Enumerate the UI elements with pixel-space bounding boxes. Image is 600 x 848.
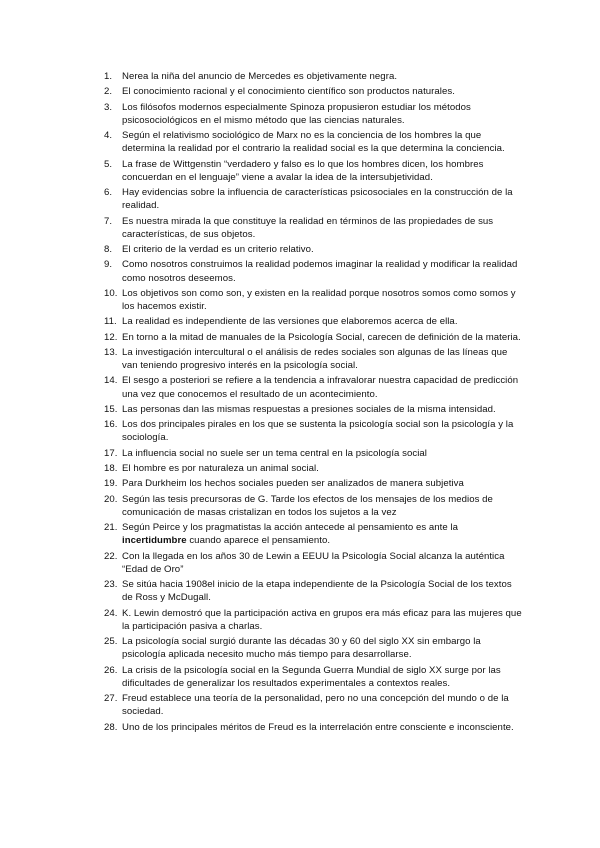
item-number: 1. bbox=[104, 71, 113, 82]
item-number: 6. bbox=[104, 187, 113, 199]
list-item bbox=[104, 258, 524, 284]
item-text: El conocimiento racional y el conocimiento científico son productos naturales. bbox=[122, 86, 455, 98]
item-number: 12. bbox=[104, 331, 118, 343]
question-list bbox=[104, 70, 524, 736]
item-number: 17. bbox=[104, 447, 118, 459]
item-text: La influencia social no suele ser un tema central en la psicología social bbox=[122, 447, 427, 459]
item-number: 22. bbox=[104, 550, 118, 562]
item-number: 9. bbox=[104, 259, 113, 271]
list-item bbox=[104, 243, 524, 256]
item-number: 28. bbox=[104, 721, 118, 733]
list-item bbox=[104, 635, 524, 661]
list-item bbox=[104, 346, 524, 372]
list-item bbox=[104, 462, 524, 475]
list-item bbox=[104, 215, 524, 241]
item-number: 3. bbox=[104, 101, 113, 113]
list-item bbox=[104, 331, 524, 344]
item-number: 15. bbox=[104, 403, 118, 415]
list-item bbox=[104, 521, 524, 547]
item-number: 5. bbox=[104, 158, 113, 170]
list-item bbox=[104, 129, 524, 155]
item-number: 7. bbox=[104, 215, 113, 227]
item-text: Como nosotros construimos la realidad podemos imaginar la realidad y modificar la realidad como nosotros deseemos. bbox=[122, 259, 518, 284]
item-number: 19. bbox=[104, 478, 118, 490]
item-text: Los dos principales pirales en los que se sustenta la psicología social son la psicología y la sociología. bbox=[122, 419, 514, 444]
item-number: 2. bbox=[104, 86, 113, 98]
item-number: 18. bbox=[104, 463, 118, 475]
item-text: Los filósofos modernos especialmente Spinoza propusieron estudiar los métodos psicosociológicos en el mismo método que las ciencias naturales. bbox=[122, 101, 471, 126]
item-text: K. Lewin demostró que la participación activa en grupos era más eficaz para las mujeres que la participación pasiva a charlas. bbox=[122, 607, 522, 632]
list-item bbox=[104, 692, 524, 718]
list-item bbox=[104, 70, 524, 83]
list-item bbox=[104, 477, 524, 490]
item-text: Las personas dan las mismas respuestas a presiones sociales de la misma intensidad. bbox=[122, 403, 496, 415]
item-text: La realidad es independiente de las versiones que elaboremos acerca de ella. bbox=[122, 316, 458, 328]
item-text: La frase de Wittgenstin “verdadero y falso es lo que los hombres dicen, los hombres concuerdan en el lenguaje” viene a avalar la idea de la intersubjetividad. bbox=[122, 158, 484, 183]
list-item bbox=[104, 578, 524, 604]
list-item bbox=[104, 374, 524, 400]
item-text: Hay evidencias sobre la influencia de características psicosociales en la construcción de la realidad. bbox=[122, 187, 513, 212]
list-item bbox=[104, 721, 524, 734]
item-text: Los objetivos son como son, y existen en la realidad porque nosotros somos como somos y los hacemos existir. bbox=[122, 287, 516, 313]
item-text: La psicología social surgió durante las décadas 30 y 60 del siglo XX sin embargo la psicología aplicada necesito mucho más tiempo para desarrollarse. bbox=[122, 636, 481, 661]
item-text: La investigación intercultural o el análisis de redes sociales son algunas de las líneas que van teniendo progresivo interés en la psicología social. bbox=[122, 346, 508, 372]
item-number: 10. bbox=[104, 287, 118, 299]
item-text: Nerea la niña del anuncio de Mercedes es objetivamente negra. bbox=[122, 71, 398, 82]
item-text: Freud establece una teoría de la personalidad, pero no una concepción del mundo o de la sociedad. bbox=[122, 693, 509, 718]
list-item bbox=[104, 664, 524, 690]
item-text: El criterio de la verdad es un criterio relativo. bbox=[122, 244, 314, 256]
list-item bbox=[104, 101, 524, 127]
item-number: 20. bbox=[104, 493, 118, 505]
item-number: 25. bbox=[104, 636, 118, 648]
item-number: 26. bbox=[104, 664, 118, 676]
item-text-after: cuando aparece el pensamiento. bbox=[186, 535, 331, 547]
list-item bbox=[104, 550, 524, 576]
item-text: Es nuestra mirada la que constituye la realidad en términos de las propiedades de sus características, de sus objetos. bbox=[122, 215, 494, 240]
item-number: 4. bbox=[104, 130, 113, 142]
item-text: La crisis de la psicología social en la Segunda Guerra Mundial de siglo XX surge por las dificultades de generalizar los resultados experimentales a contextos reales. bbox=[122, 664, 501, 689]
item-text: Para Durkheim los hechos sociales pueden ser analizados de manera subjetiva bbox=[122, 478, 464, 490]
item-text: Se sitúa hacia 1908el inicio de la etapa independiente de la Psicología Social de los textos de Ross y McDugall. bbox=[122, 579, 512, 604]
item-text: Según las tesis precursoras de G. Tarde los efectos de los mensajes de los medios de comunicación de masas cristalizan en todos los sujetos a la vez bbox=[122, 493, 493, 518]
item-text: Según el relativismo sociológico de Marx no es la conciencia de los hombres la que determina la realidad por el contrario la realidad social es la que determina la conciencia. bbox=[122, 130, 505, 155]
list-item bbox=[104, 158, 524, 184]
item-text: Uno de los principales méritos de Freud es la interrelación entre consciente e inconsciente. bbox=[122, 721, 514, 733]
item-number: 8. bbox=[104, 244, 113, 256]
list-item bbox=[104, 85, 524, 98]
list-item bbox=[104, 493, 524, 519]
item-text: Con la llegada en los años 30 de Lewin a EEUU la Psicología Social alcanza la auténtica “Edad de Oro” bbox=[122, 550, 505, 575]
item-number: 23. bbox=[104, 579, 118, 591]
item-number: 14. bbox=[104, 375, 118, 387]
list-item bbox=[104, 447, 524, 460]
list-item bbox=[104, 418, 524, 444]
list-item bbox=[104, 315, 524, 328]
list-item bbox=[104, 607, 524, 633]
list-item bbox=[104, 287, 524, 313]
item-text: El sesgo a posteriori se refiere a la tendencia a infravalorar nuestra capacidad de predicción una vez que conocemos el resultado de un acontecimiento. bbox=[122, 375, 519, 400]
list-item bbox=[104, 403, 524, 416]
list-item bbox=[104, 186, 524, 212]
item-number: 27. bbox=[104, 693, 118, 705]
bold-term: incertidumbre bbox=[122, 535, 187, 547]
item-number: 13. bbox=[104, 346, 118, 358]
item-text-before: Según Peirce y los pragmatistas la acción antecede al pensamiento es ante la bbox=[122, 522, 459, 534]
item-number: 21. bbox=[104, 522, 118, 534]
item-text: El hombre es por naturaleza un animal social. bbox=[122, 463, 319, 475]
item-number: 11. bbox=[104, 316, 117, 328]
item-number: 16. bbox=[104, 419, 118, 431]
item-text: En torno a la mitad de manuales de la Psicología Social, carecen de definición de la materia. bbox=[122, 331, 521, 343]
item-number: 24. bbox=[104, 607, 118, 619]
